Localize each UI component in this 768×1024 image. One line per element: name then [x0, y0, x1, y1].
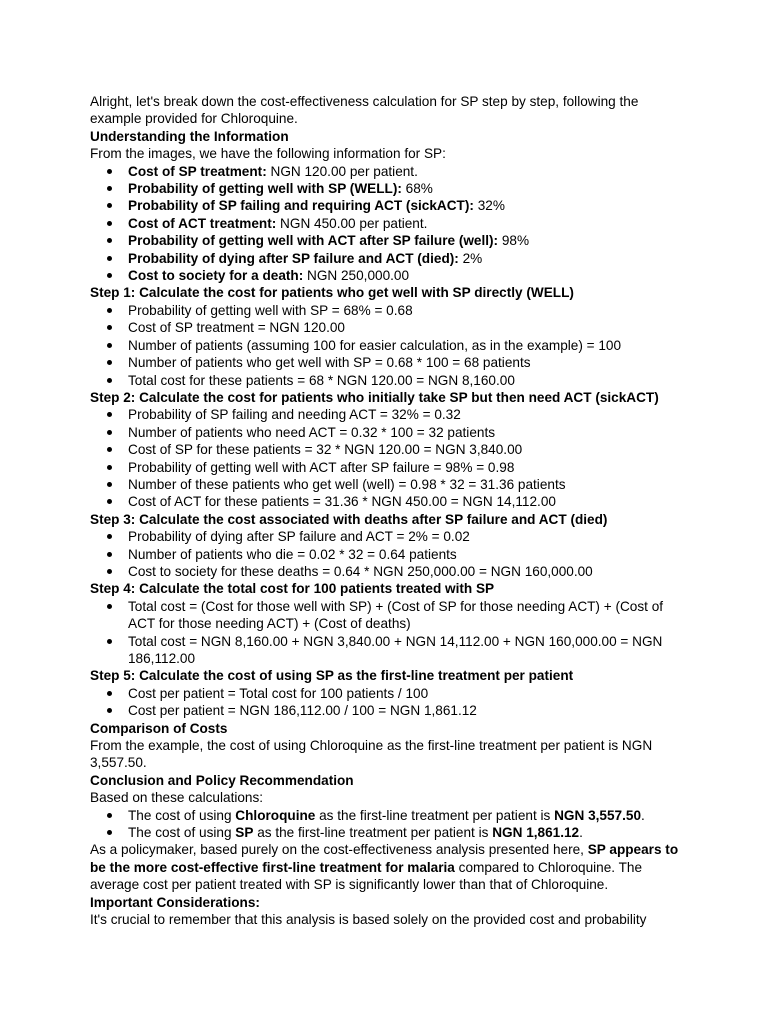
item-value: NGN 120.00 per patient.: [266, 163, 418, 179]
step5-list: [90, 685, 680, 720]
text-fragment: compared to Chloroquine. The average cost per patient treated with SP is significantly lower than that of Chloroquine.: [90, 859, 643, 893]
cost-value: NGN 1,861.12: [492, 825, 580, 841]
understanding-heading: Understanding the Information: [90, 128, 289, 144]
list-item: [128, 232, 680, 249]
list-item: Probability of getting well with SP = 68% = 0.68: [128, 302, 680, 319]
text-fragment: As a policymaker, based purely on the cost-effectiveness analysis presented here,: [90, 842, 588, 858]
step1-list: [90, 302, 680, 389]
item-label: Cost of ACT treatment:: [128, 215, 277, 231]
list-item: [128, 267, 680, 284]
list-item: Cost of ACT for these patients = 31.36 * NGN 450.00 = NGN 14,112.00: [128, 493, 680, 510]
understanding-lead: From the images, we have the following information for SP:: [90, 146, 446, 162]
considerations-text: It's crucial to remember that this analysis is based solely on the provided cost and probability: [90, 912, 647, 928]
list-item: Probability of getting well with ACT after SP failure = 98% = 0.98: [128, 459, 680, 476]
recommendation-emphasis: SP appears to be the more cost-effective first-line treatment for malaria: [90, 842, 679, 875]
list-item: [128, 807, 680, 824]
text-fragment: as the first-line treatment per patient is: [253, 825, 493, 841]
conclusion-list: [90, 807, 680, 842]
list-item: [128, 215, 680, 232]
list-item: [128, 824, 680, 841]
list-item: Number of patients who get well with SP = 0.68 * 100 = 68 patients: [128, 354, 680, 371]
text-fragment: The cost of using: [128, 807, 236, 823]
cost-value: NGN 3,557.50: [554, 807, 642, 823]
list-item: Cost of SP treatment = NGN 120.00: [128, 319, 680, 336]
item-label: Probability of getting well with ACT after SP failure (well):: [128, 233, 499, 249]
conclusion-lead: Based on these calculations:: [90, 790, 264, 806]
list-item: Total cost for these patients = 68 * NGN 120.00 = NGN 8,160.00: [128, 372, 680, 389]
item-value: 32%: [473, 198, 505, 214]
step3-heading: Step 3: Calculate the cost associated with deaths after SP failure and ACT (died): [90, 511, 608, 527]
list-item: Cost per patient = NGN 186,112.00 / 100 = NGN 1,861.12: [128, 702, 680, 719]
list-item: Probability of dying after SP failure and ACT = 2% = 0.02: [128, 528, 680, 545]
list-item: Number of patients who need ACT = 0.32 * 100 = 32 patients: [128, 424, 680, 441]
list-item: [128, 197, 680, 214]
item-value: 68%: [401, 181, 433, 197]
item-label: Cost of SP treatment:: [128, 163, 267, 179]
text-fragment: The cost of using: [128, 825, 236, 841]
conclusion-heading: Conclusion and Policy Recommendation: [90, 772, 354, 788]
list-item: Total cost = (Cost for those well with SP) + (Cost of SP for those needing ACT) + (Cost of ACT for those needing ACT) + (Cost of deaths): [128, 598, 680, 633]
drug-name: Chloroquine: [235, 807, 316, 823]
understanding-list: [90, 163, 680, 285]
list-item: Cost of SP for these patients = 32 * NGN 120.00 = NGN 3,840.00: [128, 441, 680, 458]
item-label: Cost to society for a death:: [128, 268, 304, 284]
comparison-text: From the example, the cost of using Chloroquine as the first-line treatment per patient is NGN 3,557.50.: [90, 738, 653, 771]
item-value: 98%: [498, 233, 530, 249]
text-fragment: .: [579, 825, 583, 841]
step5-heading: Step 5: Calculate the cost of using SP as the first-line treatment per patient: [90, 668, 574, 684]
considerations-heading: Important Considerations:: [90, 894, 260, 910]
comparison-heading: Comparison of Costs: [90, 720, 228, 736]
item-value: 2%: [458, 250, 483, 266]
list-item: Probability of SP failing and needing ACT = 32% = 0.32: [128, 406, 680, 423]
step2-heading: Step 2: Calculate the cost for patients who initially take SP but then need ACT (sickACT): [90, 389, 659, 405]
list-item: [128, 163, 680, 180]
text-fragment: as the first-line treatment per patient is: [315, 807, 555, 823]
list-item: Total cost = NGN 8,160.00 + NGN 3,840.00 + NGN 14,112.00 + NGN 160,000.00 = NGN 186,112.00: [128, 633, 680, 668]
item-value: NGN 450.00 per patient.: [276, 215, 428, 231]
list-item: Cost per patient = Total cost for 100 patients / 100: [128, 685, 680, 702]
list-item: Number of patients (assuming 100 for easier calculation, as in the example) = 100: [128, 337, 680, 354]
step4-heading: Step 4: Calculate the total cost for 100 patients treated with SP: [90, 581, 495, 597]
text-fragment: .: [641, 807, 645, 823]
document-body: [90, 93, 680, 929]
list-item: [128, 250, 680, 267]
step1-heading: Step 1: Calculate the cost for patients who get well with SP directly (WELL): [90, 285, 574, 301]
item-label: Probability of SP failing and requiring ACT (sickACT):: [128, 198, 474, 214]
item-value: NGN 250,000.00: [303, 268, 410, 284]
step3-list: [90, 528, 680, 580]
list-item: Number of these patients who get well (well) = 0.98 * 32 = 31.36 patients: [128, 476, 680, 493]
intro-paragraph: Alright, let's break down the cost-effectiveness calculation for SP step by step, following the example provided for Chloroquine.: [90, 94, 639, 127]
recommendation-paragraph: [90, 841, 680, 893]
list-item: Cost to society for these deaths = 0.64 * NGN 250,000.00 = NGN 160,000.00: [128, 563, 680, 580]
step2-list: [90, 406, 680, 510]
drug-name: SP: [235, 825, 254, 841]
step4-list: [90, 598, 680, 668]
item-label: Probability of dying after SP failure and ACT (died):: [128, 250, 459, 266]
list-item: [128, 180, 680, 197]
list-item: Number of patients who die = 0.02 * 32 = 0.64 patients: [128, 546, 680, 563]
item-label: Probability of getting well with SP (WELL):: [128, 181, 402, 197]
